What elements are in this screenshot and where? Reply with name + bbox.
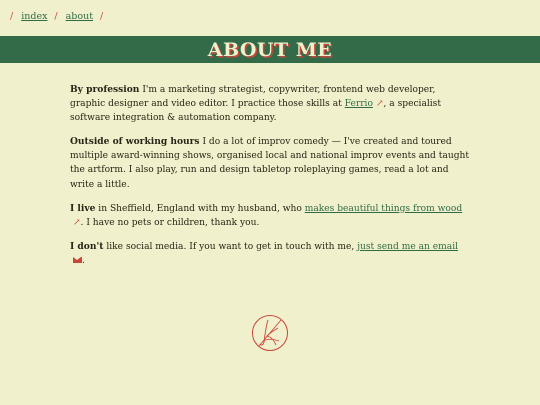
breadcrumb-separator: / (10, 11, 14, 22)
dont-paragraph (70, 240, 470, 268)
outside-lead: Outside of working hours (70, 136, 200, 148)
outside-text: I do a lot of improv comedy — I've created and toured multiple award-winning shows, organised local and national improv events and taught the artform. I also play, run and design tabletop roleplaying games, read a lot and write a little. (70, 137, 470, 190)
about-content (70, 83, 470, 278)
external-link-icon: ↗ (73, 217, 81, 228)
live-text: in Sheffield, England with my husband, who (95, 203, 305, 214)
woodwork-link-label: makes beautiful things from wood (304, 203, 463, 214)
breadcrumb-link-index[interactable]: index (21, 11, 48, 22)
breadcrumb (10, 11, 111, 22)
live-paragraph (70, 202, 470, 230)
dont-text-end: . (82, 255, 85, 266)
ferrio-link[interactable] (345, 99, 384, 109)
profession-text: I'm a marketing strategist, copywriter, frontend web developer, graphic designer and video editor. I practice those skills at (70, 85, 436, 110)
page-banner (0, 36, 540, 63)
envelope-icon (73, 257, 82, 263)
live-lead: I live (70, 202, 96, 214)
profession-text-end: , a specialist software integration & automation company. (70, 99, 442, 124)
outside-paragraph (70, 135, 470, 191)
page-title: ABOUT ME (207, 38, 333, 61)
profession-lead: By profession (70, 84, 140, 95)
dont-text: like social media. If you want to get in touch with me, (103, 241, 358, 252)
breadcrumb-separator: / (54, 11, 58, 22)
email-link-label: just send me an email (357, 241, 459, 252)
profession-paragraph (70, 83, 470, 125)
ferrio-link-label: Ferrio (344, 99, 373, 110)
dont-lead: I don't (70, 240, 104, 252)
live-text-end: . I have no pets or children, thank you. (80, 217, 260, 228)
signature-logo-icon (251, 314, 289, 352)
breadcrumb-separator: / (100, 11, 104, 22)
external-link-icon: ↗ (375, 99, 384, 110)
breadcrumb-link-about[interactable]: about (65, 11, 94, 22)
